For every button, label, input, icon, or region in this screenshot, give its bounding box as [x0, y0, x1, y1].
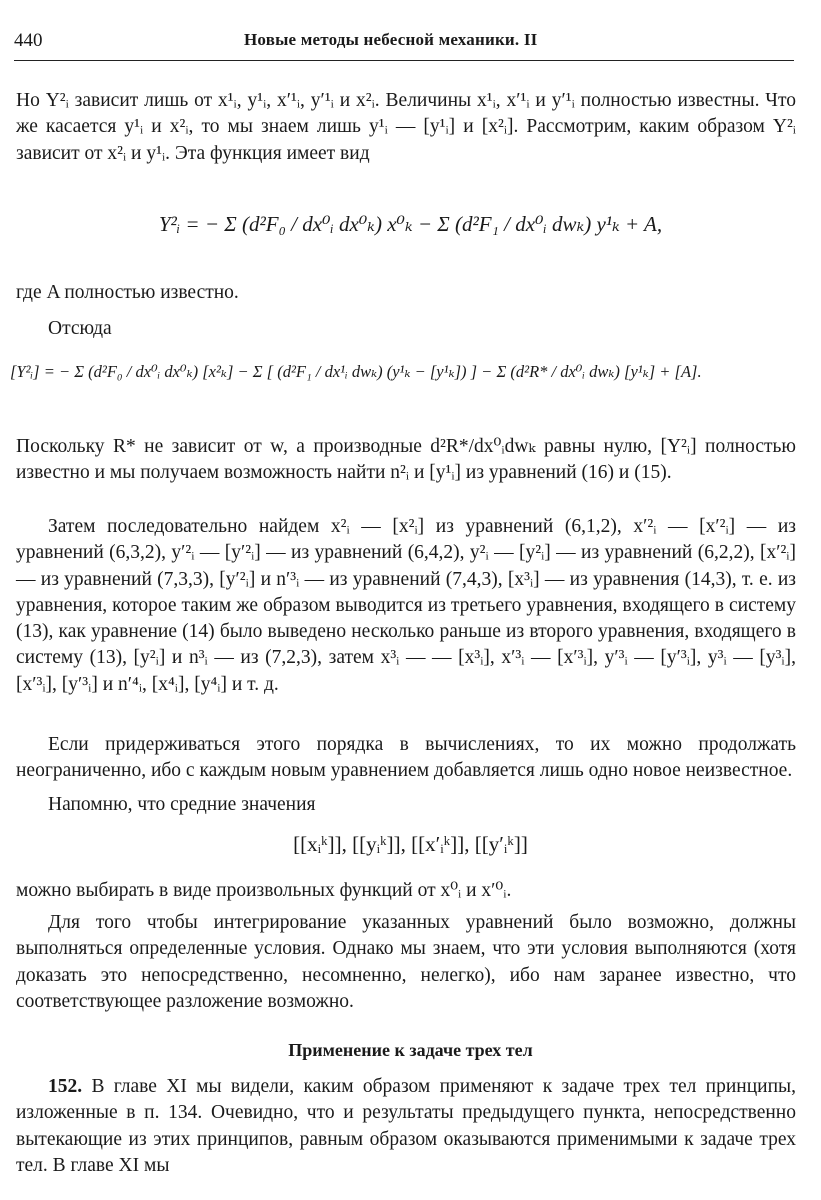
page-header	[14, 30, 794, 61]
page-number: 440	[14, 30, 43, 51]
paragraph-10	[16, 1074, 796, 1179]
running-title: Новые методы небесной механики. II	[244, 30, 538, 49]
formula-1: Y²ᵢ = − Σ (d²F₀ / dx⁰ᵢ dx⁰ₖ) x⁰ₖ − Σ (d²F₁ / dx⁰ᵢ dwₖ) y¹ₖ + A,	[158, 212, 663, 236]
section-number: 152.	[48, 1076, 83, 1097]
paragraph-5: Затем последовательно найдем x²ᵢ — [x²ᵢ] из уравнений (6,1,2), x′²ᵢ — [x′²ᵢ] — из уравнений (6,3,2), y′²ᵢ — [y′²ᵢ] — из уравнений (6,4,2), y²ᵢ — [y²ᵢ] — из уравнений (6,2,2), [x′²ᵢ] — из уравнений (7,3,3), [y′²ᵢ] и n′³ᵢ — из уравнений (7,4,3), [x³ᵢ] — из уравнения (14,3), т. е. из уравнения, которое таким же образом выводится из третьего уравнения, входящего в систему (13), как уравнение (14) было выведено несколько раньше из второго уравнения, входящего в систему (13), [y²ᵢ] и n³ᵢ — из (7,2,3), затем x³ᵢ — — [x³ᵢ], x′³ᵢ — [x′³ᵢ], y′³ᵢ — [y′³ᵢ], y³ᵢ — [y³ᵢ], [x′³ᵢ], [y′³ᵢ] и n′⁴ᵢ, [x⁴ᵢ], [y⁴ᵢ] и т. д.	[16, 516, 796, 695]
paragraph-2: где A полностью известно.	[16, 282, 239, 303]
paragraph-6: Если придерживаться этого порядка в вычислениях, то их можно продолжать неограниченно, ибо с каждым новым уравнением добавляется лишь одно новое неизвестное.	[16, 734, 796, 782]
paragraph-9: Для того чтобы интегрирование указанных уравнений было возможно, должны выполняться определенные условия. Однако мы знаем, что эти условия выполняются (хотя доказать это непосредственно, несомненно, нелегко), ибо нам заранее известно, что соответствующее разложение возможно.	[16, 912, 796, 1012]
paragraph-10-text: В главе XI мы видели, каким образом применяют к задаче трех тел принципы, изложенные в п. 134. Очевидно, что и результаты предыдущего пункта, непосредственно вытекающие из этих принципов, равным образом оказываются применимыми к задаче трех тел. В главе XI мы	[16, 1076, 797, 1176]
section-title: Применение к задаче трех тел	[288, 1040, 533, 1060]
paragraph-1: Но Y²ᵢ зависит лишь от x¹ᵢ, y¹ᵢ, x′¹ᵢ, y′¹ᵢ и x²ᵢ. Величины x¹ᵢ, x′¹ᵢ и y′¹ᵢ полностью известны. Что же касается y¹ᵢ и x²ᵢ, то мы знаем лишь y¹ᵢ — [y¹ᵢ] и [x²ᵢ]. Рассмотрим, каким образом Y²ᵢ зависит от x²ᵢ и y¹ᵢ. Эта функция имеет вид	[16, 90, 796, 164]
paragraph-7: Напомню, что средние значения	[48, 794, 316, 815]
paragraph-3: Отсюда	[48, 318, 112, 339]
paragraph-8: можно выбирать в виде произвольных функций от x⁰ᵢ и x′⁰ᵢ.	[16, 880, 512, 901]
paragraph-4: Поскольку R* не зависит от w, а производные d²R*/dx⁰ᵢdwₖ равны нулю, [Y²ᵢ] полностью известно и мы получаем возможность найти n²ᵢ и [y¹ᵢ] из уравнений (16) и (15).	[16, 436, 796, 484]
formula-3: [[xᵢᵏ]], [[yᵢᵏ]], [[x′ᵢᵏ]], [[y′ᵢᵏ]]	[293, 832, 528, 856]
formula-2: [Y²ᵢ] = − Σ (d²F₀ / dx⁰ᵢ dx⁰ₖ) [x²ₖ] − Σ [ (d²F₁ / dx¹ᵢ dwₖ) (y¹ₖ − [y¹ₖ]) ] − Σ (d²R* / dx⁰ᵢ dwₖ) [y¹ₖ] + [A].	[10, 362, 702, 381]
